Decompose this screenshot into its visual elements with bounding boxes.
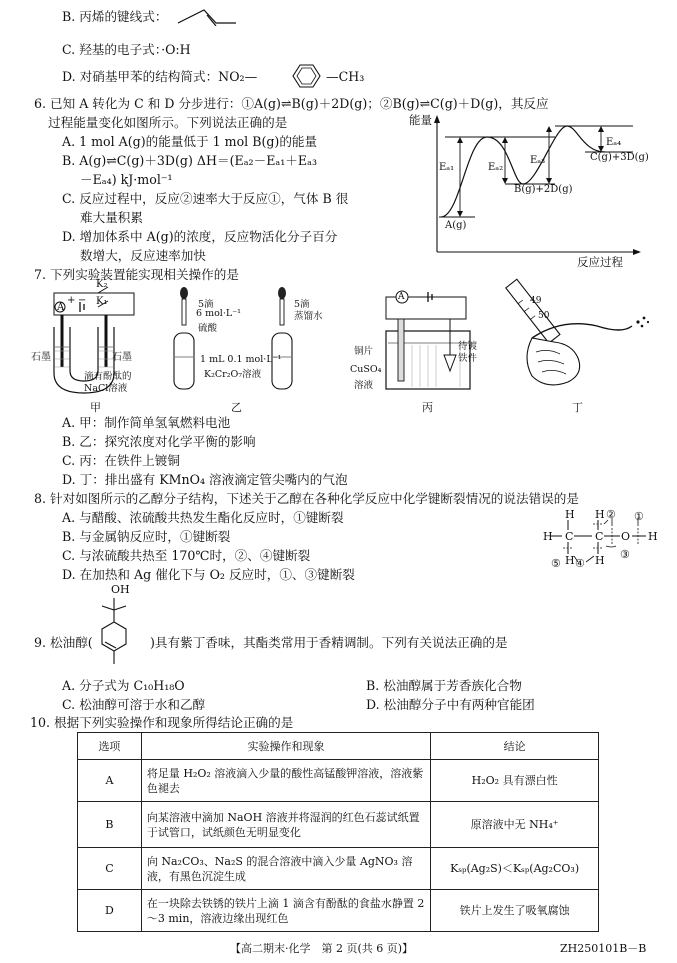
propene-skeletal-formula <box>176 6 240 26</box>
q5-option-d <box>62 68 257 85</box>
header-operation: 实验操作和现象 <box>141 733 430 760</box>
terpineol-oh-label: OH <box>111 583 130 596</box>
row-operation: 向 Na₂CO₃、Na₂S 的混合溶液中滴入少量 AgNO₃ 溶液，有黑色沉淀生成 <box>141 848 430 890</box>
figure-yi-caption: 乙 <box>231 401 242 414</box>
bond-2-label: ② <box>606 508 616 521</box>
header-conclusion: 结论 <box>431 733 599 760</box>
table-row <box>78 890 599 932</box>
state-c-label: C(g)+3D(g) <box>590 152 649 163</box>
q6-option-b-line1: B. A(g)⇌C(g)＋3D(g) ΔH＝(Eₐ₂－Eₐ₁＋Eₐ₃ <box>62 153 317 168</box>
row-conclusion: 铁片上发生了吸氧腐蚀 <box>431 890 599 932</box>
row-conclusion: 原溶液中无 NH₄⁺ <box>431 802 599 848</box>
figure-jia-caption: 甲 <box>90 401 101 414</box>
figure-ding-caption: 丁 <box>572 401 583 414</box>
q6-option-c-line1: C. 反应过程中，反应②速率大于反应①，气体 B 很 <box>62 191 349 206</box>
bond-4-label: ④ <box>575 557 585 570</box>
copper-plate-label: 铜片 <box>354 346 374 357</box>
iron-piece-label-line1: 待镀 <box>458 341 478 352</box>
q10-results-table <box>77 732 599 932</box>
q9-option-c: C. 松油醇可溶于水和乙醇 <box>62 697 206 712</box>
q9-stem-end: )具有紫丁香味，其酯类常用于香精调制。下列有关说法正确的是 <box>150 635 508 650</box>
q5-option-c-text: C. 羟基的电子式： <box>62 42 162 57</box>
q6-option-b-line2: －Eₐ₄) kJ·mol⁻¹ <box>80 172 173 187</box>
q9-option-a: A. 分子式为 C₁₀H₁₈O <box>62 678 185 693</box>
q5-option-b-text: B. 丙烯的键线式： <box>62 9 168 24</box>
q5-option-b <box>62 8 167 25</box>
q7-option-d: D. 丁：排出盛有 KMnO₄ 溶液滴定管尖嘴内的气泡 <box>62 472 348 487</box>
q8-option-c: C. 与浓硫酸共热至 170℃时，②、④键断裂 <box>62 548 311 563</box>
dichromate-conc-label: 1 mL 0.1 mol·L⁻¹ <box>200 354 282 365</box>
row-conclusion: Kₛₚ(Ag₂S)＜Kₛₚ(Ag₂CO₃) <box>431 848 599 890</box>
q8-stem: 8. 针对如图所示的乙醇分子结构，下述关于乙醇在各种化学反应中化学键断裂情况的说法错误的是 <box>34 491 579 506</box>
cuso4-label: CuSO₄ <box>350 364 382 375</box>
atom-h-left: H <box>543 530 553 543</box>
q7-option-a: A. 甲：制作简单氢氧燃料电池 <box>62 415 231 430</box>
ammeter-label: A <box>57 302 65 313</box>
q6-option-a: A. 1 mol A(g)的能量低于 1 mol B(g)的能量 <box>62 134 318 149</box>
reaction-progress-axis-label: 反应过程 <box>577 255 623 269</box>
row-option: B <box>78 802 142 848</box>
ea3-label: Eₐ₃ <box>530 155 546 166</box>
q6-stem-line2: 过程能量变化如图所示。下列说法正确的是 <box>48 115 288 130</box>
q5-option-d-text: D. 对硝基甲苯的结构简式：NO₂— <box>62 69 258 84</box>
row-operation: 在一块除去铁锈的铁片上滴 1 滴含有酚酞的食盐水静置 2～3 min，溶液边缘出现红色 <box>141 890 430 932</box>
page-footer: 【高二期末·化学 第 2 页(共 6 页)】 <box>230 942 414 955</box>
left-graphite-label: 石墨 <box>31 352 51 363</box>
q9-option-b: B. 松油醇属于芳香族化合物 <box>366 678 522 693</box>
methyl-group-text: —CH₃ <box>326 69 365 84</box>
q7-option-c: C. 丙：在铁件上镀铜 <box>62 453 180 468</box>
bond-1-label: ① <box>634 510 644 523</box>
row-operation: 将足量 H₂O₂ 溶液滴入少量的酸性高锰酸钾溶液，溶液紫色褪去 <box>141 760 430 802</box>
ea1-label: Eₐ₁ <box>439 162 455 173</box>
header-option: 选项 <box>78 733 142 760</box>
acid-drops-label: 5滴 <box>198 299 214 310</box>
atom-c1: C <box>565 530 574 543</box>
bond-3-label: ③ <box>620 548 630 561</box>
atom-h-c2-bottom: H <box>595 554 605 567</box>
switch-k2-label: K₂ <box>96 279 108 290</box>
q6-option-c-line2: 难大量积累 <box>80 210 143 225</box>
atom-h-c1-bottom: H <box>565 554 575 567</box>
row-option: A <box>78 760 142 802</box>
terpineol-structure-diagram <box>92 596 152 670</box>
atom-c2: C <box>595 530 604 543</box>
table-row <box>78 848 599 890</box>
atom-h-hydroxyl: H <box>648 530 658 543</box>
q9-stem-start: 9. 松油醇( <box>34 635 93 650</box>
state-b-label: B(g)+2D(g) <box>514 184 573 195</box>
table-header-row <box>78 733 599 760</box>
right-graphite-label: 石墨 <box>112 352 132 363</box>
energy-axis-label: 能量 <box>409 113 432 127</box>
q8-option-b: B. 与金属钠反应时，①键断裂 <box>62 529 231 544</box>
q6-stem-line1: 6. 已知 A 转化为 C 和 D 分步进行：①A(g)⇌B(g)＋2D(g)；②B(g)⇌C(g)＋D(g)，其反应 <box>34 96 549 111</box>
row-conclusion: H₂O₂ 具有漂白性 <box>431 760 599 802</box>
positive-terminal-label: + <box>67 295 76 306</box>
atom-h-c2-top: H <box>595 508 605 521</box>
ammeter-bing-label: A <box>398 292 405 302</box>
atom-o: O <box>621 530 631 543</box>
burette-bubble-removal-illustration <box>502 278 652 396</box>
negative-terminal-label: − <box>78 295 87 306</box>
q5-option-c <box>62 41 191 58</box>
dichromate-solution-label: K₂Cr₂O₇溶液 <box>204 369 262 380</box>
state-a-label: A(g) <box>445 220 467 231</box>
q8-option-d: D. 在加热和 Ag 催化下与 O₂ 反应时，①、③键断裂 <box>62 567 355 582</box>
cuso4-solution-label: 溶液 <box>354 380 374 391</box>
q9-option-d: D. 松油醇分子中有两种官能团 <box>366 697 535 712</box>
iron-piece-label-line2: 铁件 <box>458 353 478 364</box>
water-drops-label: 5滴 <box>294 299 310 310</box>
burette-mark-49: 49 <box>530 296 542 306</box>
row-option: D <box>78 890 142 932</box>
ea2-label: Eₐ₂ <box>488 162 504 173</box>
table-row <box>78 760 599 802</box>
row-option: C <box>78 848 142 890</box>
nacl-solution-label-line2: NaCl溶液 <box>84 383 128 394</box>
hydroxyl-electron-formula: ·O:H <box>161 42 191 57</box>
atom-h-c1-top: H <box>565 508 575 521</box>
benzene-ring-icon <box>285 62 327 90</box>
dichromate-test-tubes-apparatus <box>168 285 298 397</box>
burette-mark-50: 50 <box>538 311 550 321</box>
nacl-solution-label-line1: 滴有酚酞的 <box>84 371 132 382</box>
row-operation: 向某溶液中滴加 NaOH 溶液并将湿润的红色石蕊试纸置于试管口，试纸颜色无明显变化 <box>141 802 430 848</box>
sulfuric-acid-label: 硫酸 <box>198 323 218 334</box>
q8-option-a: A. 与醋酸、浓硫酸共热发生酯化反应时，①键断裂 <box>62 510 344 525</box>
figure-bing-caption: 丙 <box>422 401 433 414</box>
ea4-label: Eₐ₄ <box>606 137 622 148</box>
q7-stem: 7. 下列实验装置能实现相关操作的是 <box>34 267 239 282</box>
distilled-water-label: 蒸馏水 <box>294 311 323 322</box>
table-row <box>78 802 599 848</box>
switch-k1-label: K₁ <box>96 296 108 307</box>
bond-5-label: ⑤ <box>551 557 561 570</box>
q6-option-d-line2: 数增大，反应速率加快 <box>80 248 206 263</box>
paper-code: ZH250101B－B <box>560 942 647 955</box>
acid-conc-label: 6 mol·L⁻¹ <box>196 308 241 319</box>
q10-stem: 10. 根据下列实验操作和现象所得结论正确的是 <box>30 715 294 730</box>
q7-option-b: B. 乙：探究浓度对化学平衡的影响 <box>62 434 256 449</box>
q6-option-d-line1: D. 增加体系中 A(g)的浓度，反应物活化分子百分 <box>62 229 338 244</box>
